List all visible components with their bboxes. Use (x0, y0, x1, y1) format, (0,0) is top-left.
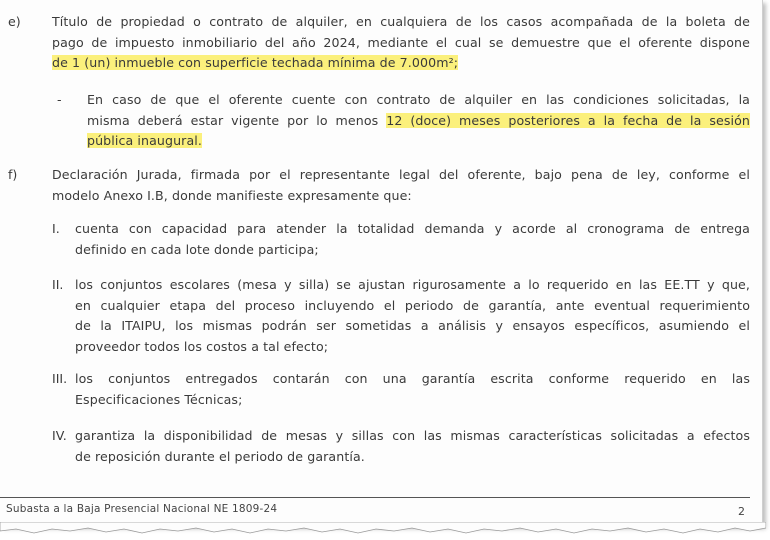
roman-item-line: definido en cada lote donde participa; (75, 241, 319, 257)
item-e-line-1: Título de propiedad o contrato de alquiler, en cualquiera de los casos acompañada de la boleta de (52, 14, 750, 29)
sub-item-line-2-plain: misma deberá estar vigente por lo menos (87, 112, 387, 128)
roman-item-line: en cualquier etapa del proceso incluyendo el periodo de garantía, ante eventual requerimiento (75, 297, 750, 313)
roman-item-text (75, 219, 750, 260)
item-e-marker: e) (8, 14, 21, 29)
roman-item-marker: II. (52, 277, 64, 292)
roman-item-line: Especificaciones Técnicas; (75, 391, 243, 407)
roman-item-line: los conjuntos entregados contarán con una garantía escrita conforme requerido en las (75, 371, 750, 386)
roman-item-marker: I. (52, 221, 60, 236)
roman-item-line: cuenta con capacidad para atender la totalidad demanda y acorde al cronograma de entrega (75, 221, 750, 236)
sub-item-text (87, 90, 750, 152)
sub-item-line-2-highlight: 12 (doce) meses posteriores a la fecha de la sesión (386, 112, 750, 128)
roman-item-line: proveedor todos los costos a tal efecto; (75, 338, 329, 354)
roman-item-marker: IV. (52, 428, 67, 443)
page-number: 2 (738, 505, 745, 518)
footer-text: Subasta a la Baja Presencial Nacional NE 1809-24 (6, 503, 278, 515)
roman-item-line: de la ITAIPU, los mismas podrán ser sometidas a análisis y ensayos específicos, asumiendo el (75, 318, 750, 333)
item-f-marker: f) (8, 167, 18, 182)
roman-item-marker: III. (52, 371, 68, 386)
torn-page-edge (0, 522, 766, 540)
item-f-line-2: modelo Anexo I.B, donde manifieste expresamente que: (52, 187, 412, 203)
roman-item-line: de reposición durante el periodo de garantía. (75, 448, 365, 464)
roman-item-text (75, 369, 750, 410)
item-e-highlight: de 1 (un) inmueble con superficie techada mínima de 7.000m²; (52, 55, 459, 70)
footer-divider (0, 497, 750, 498)
roman-item-line: los conjuntos escolares (mesa y silla) se ajustan rigurosamente a lo requerido en las EE.TT y que, (75, 277, 750, 292)
roman-item-text (75, 275, 750, 357)
roman-item-text (75, 426, 750, 467)
item-e-text (52, 12, 750, 74)
sub-item-marker: - (57, 92, 62, 107)
sub-item-line-1: En caso de que el oferente cuente con contrato de alquiler en las condiciones solicitadas, la (87, 92, 750, 107)
roman-item-line: garantiza la disponibilidad de mesas y sillas con las mismas características solicitadas a efectos (75, 428, 750, 443)
item-f-line-1: Declaración Jurada, firmada por el representante legal del oferente, bajo pena de ley, conforme el (52, 167, 750, 182)
item-f-text (52, 165, 750, 206)
item-e-line-2: pago de impuesto inmobiliario del año 2024, mediante el cual se demuestre que el oferente dispone (52, 34, 750, 50)
sub-item-line-3-highlight: pública inaugural. (87, 133, 202, 148)
